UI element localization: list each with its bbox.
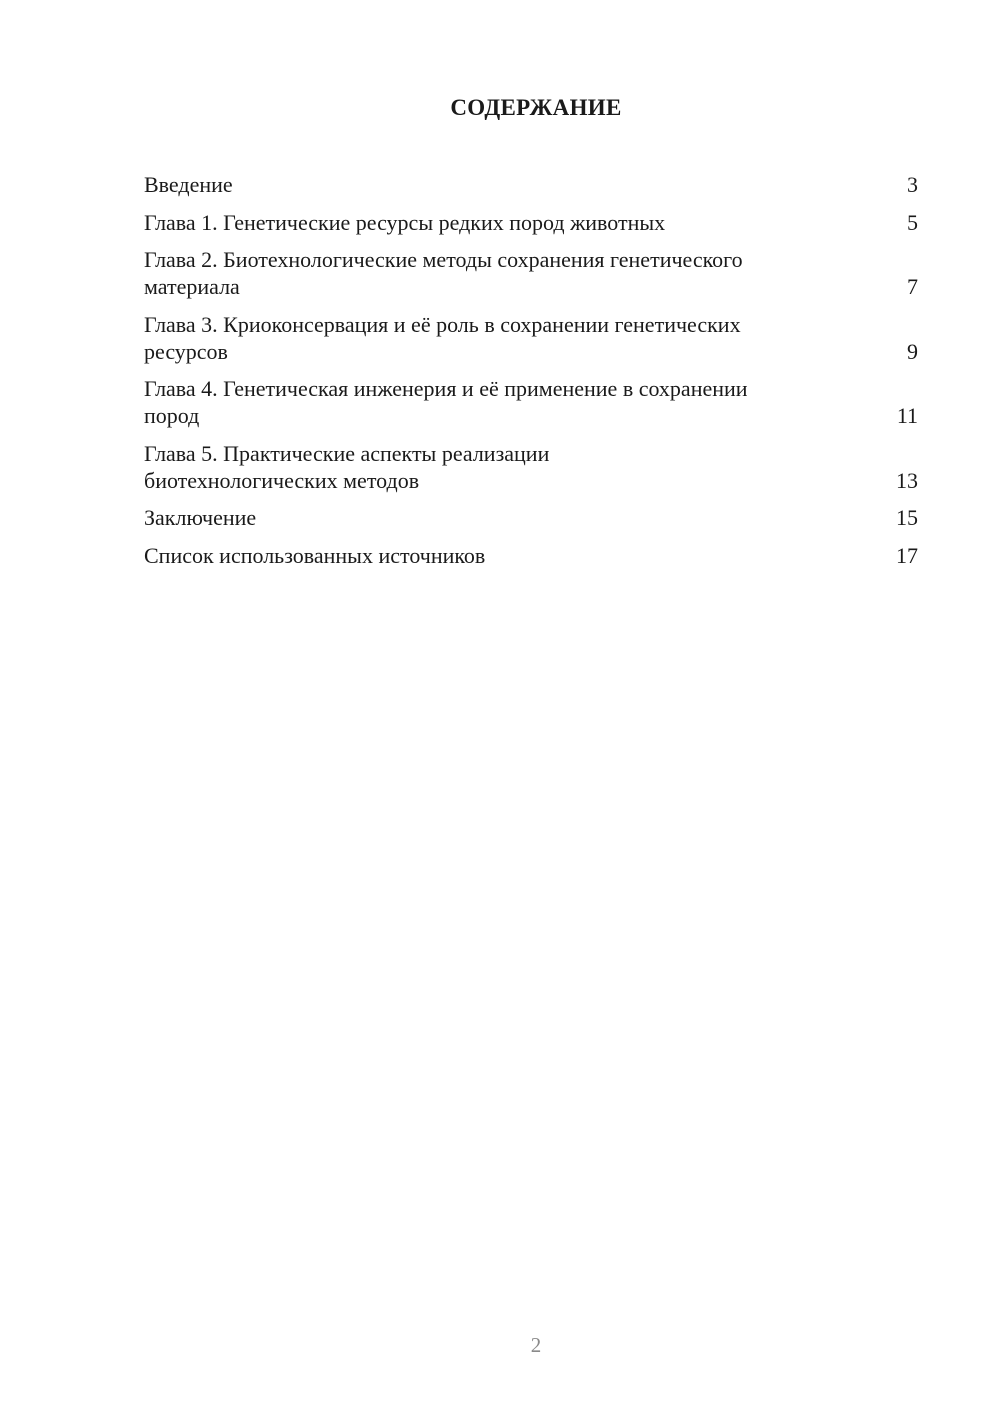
page-number: 2 xyxy=(530,1333,542,1357)
toc-entry xyxy=(144,504,918,531)
toc-entry-title xyxy=(144,375,888,429)
toc-entry-line: ресурсов xyxy=(144,338,228,364)
toc-entry-title xyxy=(144,542,888,569)
toc-entry-page: 17 xyxy=(896,542,918,568)
toc-entry-page: 13 xyxy=(896,467,918,493)
toc-entry-page: 3 xyxy=(907,172,918,197)
toc-entry-title xyxy=(144,440,888,494)
toc-entry xyxy=(144,171,918,198)
toc-entry-line: Глава 5. Практические аспекты реализации xyxy=(144,440,550,466)
toc-entry xyxy=(144,440,918,494)
toc-entry-title xyxy=(144,246,888,300)
toc-entry-line: Глава 1. Генетические ресурсы редких пород животных xyxy=(144,209,666,235)
toc-entry-line: материала xyxy=(144,274,240,299)
toc-entry-line: Глава 4. Генетическая инженерия и её применение в сохранении xyxy=(144,376,748,401)
table-of-contents xyxy=(144,171,918,579)
toc-entry xyxy=(144,375,918,429)
toc-entry xyxy=(144,246,918,300)
toc-entry-page: 15 xyxy=(896,505,918,530)
toc-entry-title xyxy=(144,209,888,236)
toc-entry-line: пород xyxy=(144,403,200,428)
toc-entry-line: Введение xyxy=(144,172,233,197)
toc-entry xyxy=(144,209,918,236)
toc-entry xyxy=(144,542,918,569)
toc-entry-line: биотехнологических методов xyxy=(144,467,420,493)
toc-entry-title xyxy=(144,311,888,365)
toc-entry-page: 7 xyxy=(907,274,918,299)
toc-entry-line: Глава 2. Биотехнологические методы сохранения генетического xyxy=(144,247,743,272)
toc-title: СОДЕРЖАНИЕ xyxy=(450,95,622,120)
toc-entry-title xyxy=(144,171,888,198)
toc-entry-page: 9 xyxy=(907,338,918,364)
toc-entry-line: Список использованных источников xyxy=(144,542,486,568)
toc-entry-line: Глава 3. Криоконсервация и её роль в сохранении генетических xyxy=(144,311,741,337)
toc-entry-page: 5 xyxy=(907,209,918,235)
toc-entry-title xyxy=(144,504,888,531)
toc-entry xyxy=(144,311,918,365)
toc-entry-page: 11 xyxy=(896,403,918,428)
toc-entry-line: Заключение xyxy=(144,505,257,530)
